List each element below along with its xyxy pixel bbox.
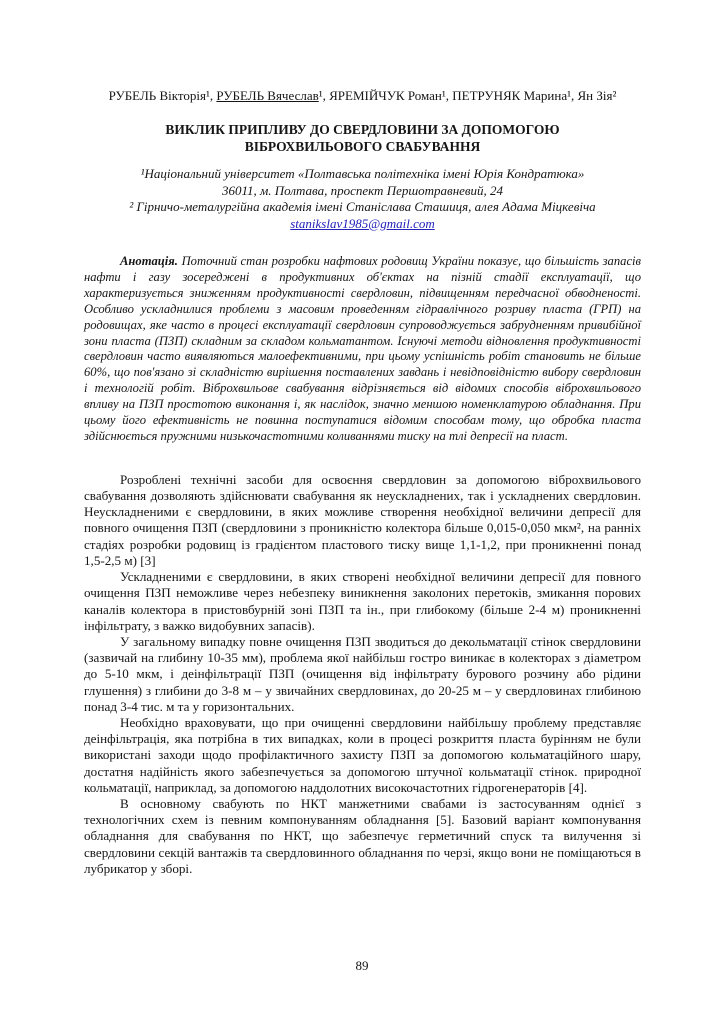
abstract-paragraph [84, 254, 641, 445]
body-paragraph: В основному свабують по НКТ манжетними свабами із застосуванням однієї з технологічних схем із певним компонуванням обладнання [5]. Базовий варіант компонування обладнання для свабування по НКТ, що забезпечує герметичний спуск та вилучення зі свердловини секцій вантажів та свердловинного обладнання по черзі, якщо вони не поміщаються в лубрикатор у зборі. [84, 795, 641, 876]
affiliation-1: ¹Національний університет «Полтавська політехніка імені Юрія Кондратюка» [140, 166, 585, 181]
page-number: 89 [355, 958, 369, 973]
body-paragraph: У загальному випадку повне очищення ПЗП зводиться до декольматації стінок свердловини (зазвичай на глибину 10-35 мм), проблема якої найбільш гостро виникає в колекторах з діаметром до 5-10 мкм, і деінфільтрації ПЗП (очищення від інфільтрату бурового розчину або рідини глушення) з глибини до 3-8 м – у звичайних свердловинах, до 20-25 м – у свердловинах глибиною понад 3-4 тис. м та у горизонтальних. [84, 633, 641, 714]
authors-segment-post: ¹, ЯРЕМІЙЧУК Роман¹, ПЕТРУНЯК Марина¹, Ян Зія² [318, 88, 617, 103]
authors-line [84, 88, 641, 104]
affiliation-1-address: 36011, м. Полтава, проспект Першотравневий, 24 [221, 182, 504, 198]
body-paragraphs [84, 472, 641, 877]
affiliations-block [84, 166, 641, 232]
body-paragraph: Розроблені технічні засоби для освоєння свердловин за допомогою віброхвильового свабування дозволяють здійснювати свабування як неускладнених, так і ускладнених свердловин. Неускладненими є свердловини, в яких можливе створення необхідної величини депресії для повного очищення ПЗП (свердловини з проникністю колектора більше 0,015-0,050 мкм², на ранніх стадіях розробки родовищ із градієнтом пластового тиску вище 1,1-1,2, при проникненні понад 1,5-2,5 м) [3] [84, 471, 641, 568]
body-paragraph: Ускладненими є свердловини, в яких створені необхідної величини депресії для повного очищення ПЗП неможливе через небезпеку виникнення заколоних перетоків, змикання порових каналів колектора в пристовбурній зоні ПЗП та ін., при глибокому (більше 2-4 м) проникненні інфільтрату, з важко видобувних запасів). [84, 569, 641, 633]
email-link[interactable]: stanikslav1985@gmail.com [290, 215, 435, 231]
abstract-text: Поточний стан розробки нафтових родовищ України показує, що більшість запасів нафти і газу зосереджені в продуктивних об'єктах на пізній стадії експлуатації, що характеризується зниженням продуктивності свердловин, підвищенням передчасної обводненості. Особливо ускладнилися проблеми з масовим проведенням гідравлічного розриву пласта (ГРП) на родовищах, яке часто в процесі експлуатації свердловин супроводжується забрудненням привибійної зони пласта (ПЗП) складним за складом кольматантом. Існуючі методи відновлення продуктивності свердловин часто виявляються малоефективними, при цьому успішність робіт становить не більше 60%, що пов'язано зі складністю вирішення поставлених завдань і невідповідністю вибору свердловин і технологій робіт. Віброхвильове свабування відрізняється від відомих способів віброхвильового впливу на ПЗП простотою виконання і, як наслідок, значно меншою номенклатурою обладнання. При цьому його ефективність не повинна поступатися відомим способам тому, що обробка пласта здійснюється пружними низькочастотними коливаннями тиску на тлі депресії на пласт. [84, 254, 641, 443]
body-paragraph: Необхідно враховувати, що при очищенні свердловини найбільшу проблему представляє деінфільтрація, яка потрібна в тих випадках, коли в процесі розкриття пласта бурінням не були використані заходи щодо профілактичного захисту ПЗП за допомогою кольматаційного шару, достатня надійність якого забезпечується за допомогою штучної кольматації стінок. природної кольматації, наприклад, за допомогою наддолотних високочастотних гідрогенераторів [4]. [84, 714, 641, 795]
abstract-label: Анотація. [120, 254, 178, 268]
affiliation-2: ² Гірничо-металургійна академія імені Станіслава Сташиця, алея Адама Міцкевіча [129, 199, 596, 214]
paper-title: ВИКЛИК ПРИПЛИВУ ДО СВЕРДЛОВИНИ ЗА ДОПОМОГОЮ ВІБРОХВИЛЬОВОГО СВАБУВАННЯ [165, 122, 560, 154]
author-underlined: РУБЕЛЬ Вячеслав [216, 88, 319, 103]
authors-segment-pre: РУБЕЛЬ Вікторія¹, [108, 88, 217, 103]
